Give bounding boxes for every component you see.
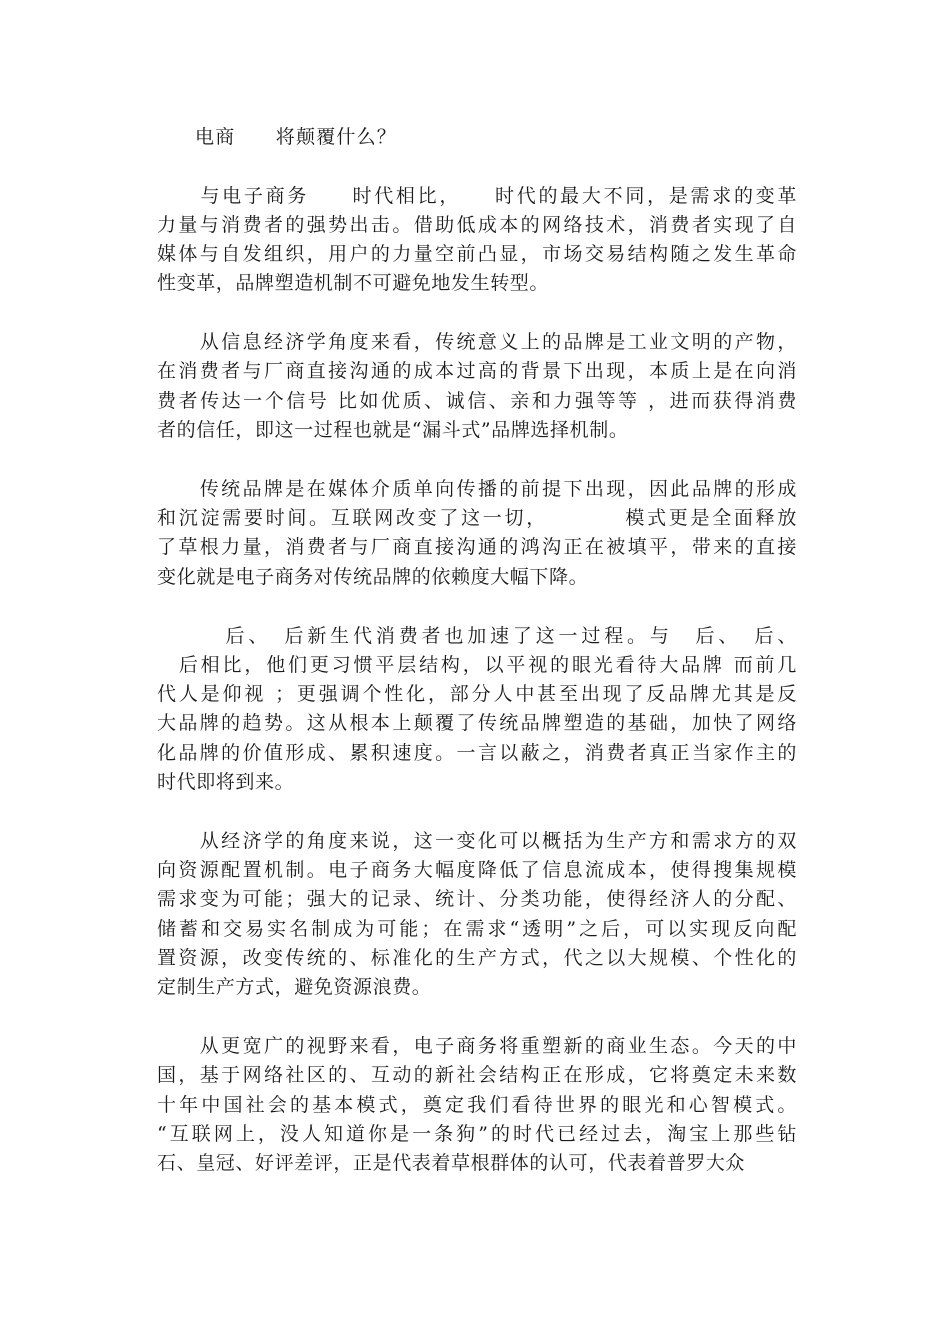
paragraph <box>157 475 797 592</box>
text-line: 和沉淀需要时间。互联网改变了这一切， 模式更是全面释放 <box>157 507 797 530</box>
paragraph-spacer <box>157 797 797 827</box>
text-line: 后、 后新生代消费者也加速了这一过程。与 后、 后、 <box>157 624 797 647</box>
paragraph <box>157 328 797 445</box>
text-line: 传统品牌是在媒体介质单向传播的前提下出现，因此品牌的形成 <box>157 477 797 500</box>
paragraph-spacer <box>157 1003 797 1033</box>
text-line: “互联网上，没人知道你是一条狗”的时代已经过去，淘宝上那些钻 <box>157 1123 797 1146</box>
text-line: 大品牌的趋势。这从根本上颠覆了传统品牌塑造的基础，加快了网络 <box>157 712 797 735</box>
document-body <box>157 123 797 1179</box>
paragraph <box>157 182 797 299</box>
text-line: 从更宽广的视野来看，电子商务将重塑新的商业生态。今天的中 <box>157 1035 797 1058</box>
text-line: 后相比，他们更习惯平层结构，以平视的眼光看待大品牌 而前几 <box>157 653 797 676</box>
text-line: 费者传达一个信号 比如优质、诚信、亲和力强等等 ，进而获得消费 <box>157 389 797 412</box>
text-line: 时代即将到来。 <box>157 771 295 794</box>
text-line: 媒体与自发组织，用户的力量空前凸显，市场交易结构随之发生革命 <box>157 243 797 266</box>
text-line: 代人是仰视 ；更强调个性化，部分人中甚至出现了反品牌尤其是反 <box>157 683 797 706</box>
text-line: 需求变为可能；强大的记录、统计、分类功能，使得经济人的分配、 <box>157 888 797 911</box>
text-line: 变化就是电子商务对传统品牌的依赖度大幅下降。 <box>157 565 589 588</box>
paragraph-container <box>157 152 797 1179</box>
text-line: 在消费者与厂商直接沟通的成本过高的背景下出现，本质上是在向消 <box>157 360 797 383</box>
text-line: 定制生产方式，避免资源浪费。 <box>157 976 432 999</box>
text-line: 向资源配置机制。电子商务大幅度降低了信息流成本，使得搜集规模 <box>157 859 797 882</box>
text-line: 者的信任，即这一过程也就是“漏斗式”品牌选择机制。 <box>157 419 629 442</box>
text-line: 了草根力量，消费者与厂商直接沟通的鸿沟正在被填平，带来的直接 <box>157 536 797 559</box>
text-line: 性变革，品牌塑造机制不可避免地发生转型。 <box>157 272 550 295</box>
paragraph <box>157 622 797 798</box>
text-line: 与电子商务 时代相比， 时代的最大不同，是需求的变革 <box>157 184 797 207</box>
text-line: 力量与消费者的强势出击。借助低成本的网络技术，消费者实现了自 <box>157 213 797 236</box>
text-line: 石、皇冠、好评差评，正是代表着草根群体的认可，代表着普罗大众 <box>157 1152 746 1175</box>
text-line: 储蓄和交易实名制成为可能；在需求“透明”之后，可以实现反向配 <box>157 917 797 940</box>
text-line: 国，基于网络社区的、互动的新社会结构正在形成，它将奠定未来数 <box>157 1064 797 1087</box>
document-title: 电商 将颠覆什么？ <box>195 126 398 148</box>
text-line: 十年中国社会的基本模式，奠定我们看待世界的眼光和心智模式。 <box>157 1093 797 1116</box>
text-line: 从经济学的角度来说，这一变化可以概括为生产方和需求方的双 <box>157 829 797 852</box>
paragraph-spacer <box>157 592 797 622</box>
text-line: 从信息经济学角度来看，传统意义上的品牌是工业文明的产物， <box>157 331 797 354</box>
paragraph <box>157 827 797 1003</box>
text-line: 化品牌的价值形成、累积速度。一言以蔽之，消费者真正当家作主的 <box>157 741 797 764</box>
text-line: 置资源，改变传统的、标准化的生产方式，代之以大规模、个性化的 <box>157 947 797 970</box>
paragraph-spacer <box>157 445 797 475</box>
paragraph <box>157 1032 797 1178</box>
paragraph-spacer <box>157 152 797 182</box>
paragraph-spacer <box>157 299 797 329</box>
